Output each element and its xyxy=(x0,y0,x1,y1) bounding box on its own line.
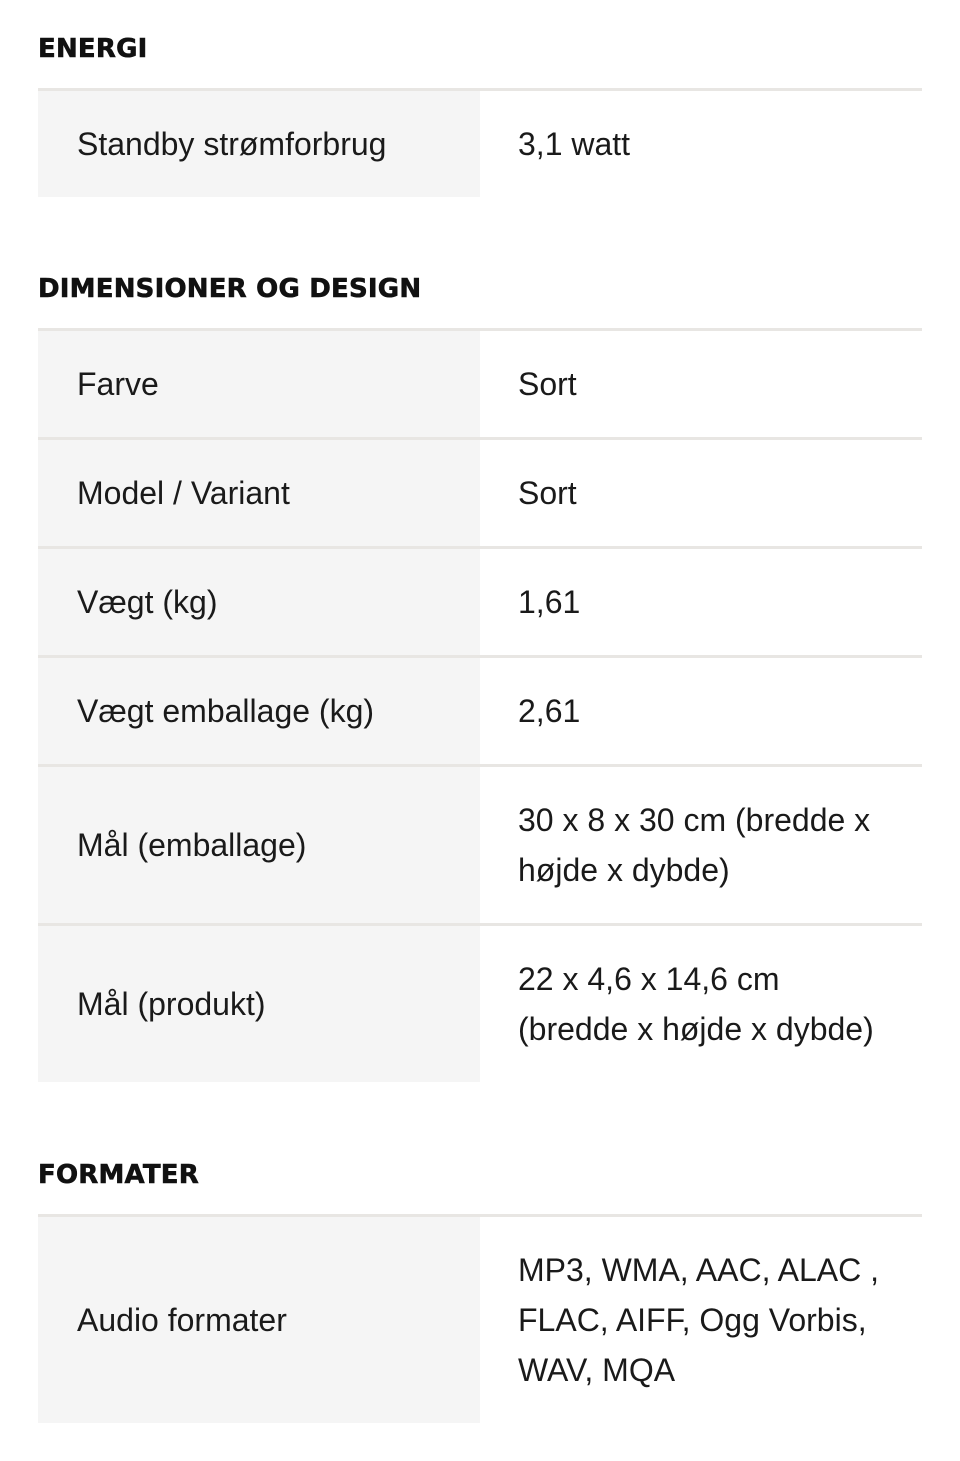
spec-table xyxy=(38,328,922,1082)
table-row xyxy=(38,767,922,926)
section-energi xyxy=(38,0,922,197)
section-title: FORMATER xyxy=(38,1160,199,1190)
spec-value: 1,61 xyxy=(480,549,922,655)
spec-value: 30 x 8 x 30 cm (bredde x højde x dybde) xyxy=(480,767,922,923)
spec-value: Sort xyxy=(480,331,922,437)
spec-label: Vægt (kg) xyxy=(38,549,480,655)
table-row xyxy=(38,331,922,440)
spec-value: Sort xyxy=(480,440,922,546)
spec-value: 2,61 xyxy=(480,658,922,764)
spec-label: Vægt emballage (kg) xyxy=(38,658,480,764)
spec-table xyxy=(38,1214,922,1423)
spec-label: Mål (emballage) xyxy=(38,767,480,923)
spec-label: Model / Variant xyxy=(38,440,480,546)
spec-value: MP3, WMA, AAC, ALAC , FLAC, AIFF, Ogg Vorbis, WAV, MQA xyxy=(480,1217,922,1423)
table-row xyxy=(38,549,922,658)
spec-label: Standby strømforbrug xyxy=(38,91,480,197)
section-title: DIMENSIONER OG DESIGN xyxy=(38,274,422,304)
section-formater xyxy=(38,1126,922,1423)
section-title: ENERGI xyxy=(38,34,148,64)
spec-label: Mål (produkt) xyxy=(38,926,480,1082)
spec-label: Audio formater xyxy=(38,1217,480,1423)
table-row xyxy=(38,91,922,197)
table-row xyxy=(38,926,922,1082)
spec-table xyxy=(38,88,922,197)
table-row xyxy=(38,1217,922,1423)
spec-value: 22 x 4,6 x 14,6 cm (bredde x højde x dybde) xyxy=(480,926,922,1082)
table-row xyxy=(38,658,922,767)
section-dimensioner-og-design xyxy=(38,240,922,1082)
spec-value: 3,1 watt xyxy=(480,91,922,197)
table-row xyxy=(38,440,922,549)
spec-label: Farve xyxy=(38,331,480,437)
